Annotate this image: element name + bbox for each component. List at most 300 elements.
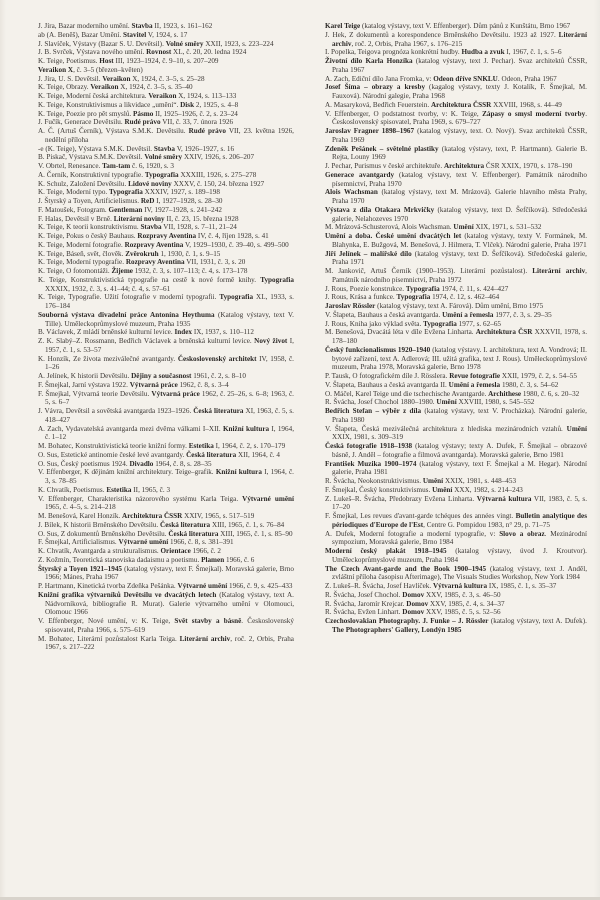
entry-text: . Československý spisovatel, Praha 1969, s. 679–727 <box>332 109 587 127</box>
entry-title: Lidové noviny <box>128 179 172 188</box>
bibliography-entry <box>325 293 587 302</box>
entry-title: Divadlo <box>129 459 154 468</box>
entry-text: II, 1965, č. 3 <box>131 485 171 494</box>
entry-title: Výtvarná kultura <box>433 582 488 590</box>
bibliography-entry <box>38 180 294 189</box>
bibliography-entry <box>38 145 294 154</box>
bibliography-entry <box>38 110 294 119</box>
entry-text: XXIX, 1981, s. 309–319 <box>332 433 404 442</box>
bibliography-entry <box>38 22 294 31</box>
entry-text: I, 1964, č. 2, s. 170–179 <box>213 442 286 450</box>
bibliography-entry <box>38 118 294 127</box>
bibliography-entry <box>38 311 294 329</box>
bibliography-entry <box>325 407 587 425</box>
entry-title: Disk <box>180 100 195 109</box>
entry-text: (katalog výstavy, úvod J. Kroutvor). Uměleckoprůmyslové muzeum, Praha 1984 <box>332 547 587 564</box>
entry-text: J. Jíra, U. S. Devětsil. <box>38 74 103 83</box>
entry-title: Veraikon <box>148 92 177 100</box>
bibliography-entry <box>38 538 294 547</box>
entry-title: Rovnost <box>146 48 172 57</box>
entry-text: (katalog výstavy, text, P. Hartmann). Galerie B. Rejta, Louny 1969 <box>332 144 587 162</box>
entry-title: Volné směry <box>165 39 204 48</box>
entry-text: M. Jankovič, Artuš Černík (1900–1953). Literární pozůstalost). <box>325 267 533 275</box>
entry-text: IV, č. 4, říjen 1928, s. 41 <box>196 232 269 240</box>
entry-text: XXXIV, 1927, s. 189–198 <box>142 188 220 197</box>
entry-title: Česká fotografie 1918–1938 <box>325 442 413 450</box>
entry-text: V, 1926–1927, s. 16 <box>175 144 235 153</box>
entry-title: Rozpravy Aventina <box>124 240 184 249</box>
bibliography-entry <box>325 162 587 171</box>
entry-text: K. Teige, Moderní typo. <box>38 188 110 197</box>
bibliography-entry <box>325 398 587 407</box>
entry-text: M. Mrázová-Schusterová, Alois Wachsman. <box>325 223 454 232</box>
entry-text: J. Rous, Poezie konstrukce. <box>325 284 406 293</box>
bibliography-entry <box>38 451 294 460</box>
bibliography-entry <box>325 372 587 381</box>
entry-text: XXV, 1985, č. 4, s. 34–37 <box>428 599 505 608</box>
entry-title: Umění <box>453 223 474 232</box>
entry-title: Slovo a obraz <box>499 529 545 538</box>
bibliography-entry <box>325 22 587 31</box>
entry-text: XXXVII, 1978, s. 178–180 <box>332 328 587 345</box>
entry-text: (katalog výstavy, text D. Šefčíková). Středočeská galerie, Praha 1971 <box>332 249 587 267</box>
entry-text: 1966, č. 6 <box>224 555 255 564</box>
entry-text: J. B. Svrček, Výstava nového umění. <box>38 48 147 57</box>
entry-title: Architektura ČSSR <box>122 512 183 520</box>
entry-text: VII, 1928, s. 7–11, 21–24 <box>161 223 237 232</box>
bibliography-entry <box>325 127 587 145</box>
bibliography-entry <box>38 328 294 337</box>
entry-title: Svět stavby a básně <box>174 617 242 625</box>
entry-text: 2, 1925, s. 4–8 <box>194 100 239 109</box>
entry-text: K. Teige, Typografie. Užití fotografie v moderní typografii. <box>38 293 220 302</box>
bibliography-entry <box>38 355 294 373</box>
entry-title: Československý architekt <box>177 354 257 363</box>
entry-title: Umění <box>566 424 587 433</box>
bibliography-entry <box>38 127 294 145</box>
entry-text: V, 1924, s. 17 <box>146 30 188 39</box>
entry-text: XL, č. 20, 20. ledna 1924 <box>171 48 247 57</box>
bibliography-entry <box>38 495 294 513</box>
entry-text: J. Pechar, Purismus v české architektuře. <box>325 162 444 170</box>
entry-text: A. Zach, Vydavatelská avantgarda mezi dvěma válkami I–XII. <box>38 424 223 433</box>
entry-title: Alois Wachsman <box>325 188 378 197</box>
bibliography-entry <box>38 407 294 425</box>
entry-text: X, 1924, s. 113–133 <box>176 92 237 100</box>
entry-text: V. Šlapeta, Bauhaus a česká avantgarda. <box>325 310 443 319</box>
entry-text: IX, 1937, s. 110–112 <box>192 328 254 337</box>
entry-text: F. Šmejkal, Výtvarná teorie Devětsilu. <box>38 389 152 398</box>
entry-text: III, 1923–1924, č. 9–10, s. 207–209 <box>113 57 219 65</box>
entry-title: Typografia <box>144 170 179 179</box>
entry-text: P. Tausk, O fotografickém díle J. Rösslera. <box>325 372 450 380</box>
bibliography-entry <box>325 250 587 268</box>
entry-title: Knižní kultura <box>222 424 270 433</box>
entry-text: F. Šmejkal, Les revues d'avant-garde tchéques des années vingt. <box>325 512 516 520</box>
entry-text: I, 1967, č. 1, s. 5–6 <box>504 48 562 57</box>
bibliography-entry <box>38 66 294 75</box>
bibliography-entry <box>38 223 294 232</box>
entry-title: Výtvarné umění <box>118 538 169 547</box>
bibliography-entry <box>38 381 294 390</box>
entry-title: Architektura <box>443 162 485 170</box>
entry-title: Umění a řemesla <box>448 380 501 389</box>
entry-text: A. Dufek, Moderní fotografie a moderní typografie, v: <box>325 529 500 538</box>
entry-text: VII, č. 33, 7. února 1926 <box>160 118 234 127</box>
entry-title: Veraikon <box>90 83 119 92</box>
entry-text: K. Teige, K teorii konstruktivismu. <box>38 223 141 232</box>
entry-text: B. Václavek, Z mládí brněnské kulturní levice. <box>38 328 175 337</box>
entry-text: K. Teige, Konstruktivismus a likvidace „umění“. <box>38 100 181 109</box>
entry-text: O. Sus, Z dokumentů Brněnského Devětsilu. <box>38 529 169 538</box>
entry-title: Literární archiv <box>332 30 587 48</box>
entry-title: Souborná výstava divadelní práce Antonína Heythuma <box>38 310 215 319</box>
entry-title: Domov <box>402 608 425 617</box>
entry-text: (kagalog výstavy, texty J. Kotalík, F. Šmejkal, M. Fauxová). Národní galegie, Praha 1968 <box>332 83 587 100</box>
entry-text: K. Teige, O fotomontáži. <box>38 267 112 275</box>
entry-text: V. Obrtel, Renesance. <box>38 162 103 170</box>
bibliography-entry <box>325 57 587 75</box>
entry-title: Umění <box>432 485 453 494</box>
bibliography-entry <box>325 617 587 635</box>
entry-text: (katalog výstavy, text. O. Nový). Svaz architektů ČSSR, Praha 1969 <box>332 127 587 144</box>
entry-text: O. Sus, Estetické antinomie české levé avantgardy. <box>38 450 187 459</box>
entry-title: Plamen <box>201 555 225 564</box>
entry-title: Architektura ČSR <box>475 328 533 337</box>
entry-text: XI, 1963, č. 5, s. 418–427 <box>45 407 294 424</box>
bibliography-entry <box>38 215 294 224</box>
entry-text: A. Č. (Artuš Černík), Výstava S.M.K. Devětsilu. <box>38 127 189 135</box>
entry-title: Pásmo <box>133 109 154 118</box>
bibliography-entry <box>38 48 294 57</box>
entry-text: 1964, č. 8, s. 28–35 <box>153 459 212 468</box>
bibliography-entry <box>38 635 294 653</box>
entry-text: XL, 1933, s. 176–184 <box>45 293 294 310</box>
entry-text: J. Jíra, Bazar moderního umění. <box>38 22 132 30</box>
entry-text: XXIV, 1965, s. 517–519 <box>182 512 255 520</box>
bibliography-entry <box>38 293 294 311</box>
bibliography-right-column <box>325 22 587 635</box>
entry-text: (katalog výstavy, text V. Effenberger). Dům pánů z Kunštátu, Brno 1967 <box>360 22 571 30</box>
bibliography-entry <box>325 346 587 372</box>
bibliography-entry <box>325 232 587 250</box>
entry-text: XXXV, č. 150, 24. března 1927 <box>171 179 265 188</box>
entry-text: K. Honzík, Ze života meziválečné avantgardy. <box>38 354 178 363</box>
entry-text: 1977, s. 62–65 <box>456 319 501 328</box>
entry-title: Umění <box>436 398 457 407</box>
entry-text: (Katalog výstavy, text V. Tille). Uměleckoprůmyslové muzeum, Praha 1935 <box>45 310 294 328</box>
bibliography-entry <box>38 171 294 180</box>
entry-title: Karel Teige <box>325 22 361 30</box>
bibliography-entry <box>38 241 294 250</box>
entry-title: Český funkcionalismus 1920–1940 <box>325 345 431 354</box>
entry-text: . Československý spisovatel, Praha 1966, s. 575–619 <box>45 617 294 634</box>
bibliography-entry <box>325 381 587 390</box>
bibliography-entry <box>325 285 587 294</box>
entry-title: Generace avantgardy <box>325 170 395 179</box>
entry-text: I, 1927–1928, s. 28–30 <box>154 197 223 205</box>
entry-text: R. Švácha, Neokonstruktivismus. <box>325 477 423 485</box>
bibliography-entry <box>38 565 294 583</box>
entry-title: Domov <box>406 599 429 608</box>
entry-title: Výstava z díla Otakara Mrkvičky <box>325 205 435 214</box>
entry-text: XXII, 1923, s. 223–224 <box>203 39 274 48</box>
entry-text: . Mezinárodní sympozium, Moravská galerie, Brno 1984 <box>332 529 587 547</box>
entry-text: K. Teige, Obrazy. <box>38 83 91 92</box>
entry-title: Veraikon X <box>38 65 74 74</box>
entry-text: XIII, 1965, č. 1, s. 76–84 <box>210 520 285 529</box>
entry-text: (katalog výstavy, text F. Šmejkal a M. Hegar). Národní galerie, Praha 1981 <box>332 459 587 477</box>
entry-text: II, 1925–1926, č. 2, s. 23–24 <box>153 109 238 118</box>
bibliography-entry <box>325 320 587 329</box>
entry-text: XXV, 1985, č. 5, s. 52–56 <box>424 608 501 617</box>
entry-title: Revue fotografie <box>449 372 501 380</box>
entry-text: V. Šlapeta, Bauhaus a česká avantgarda II. <box>325 380 449 389</box>
entry-text: XXIV, 1926, s. 206–207 <box>182 153 255 162</box>
entry-title: Umění a řemesla <box>442 310 494 319</box>
entry-title: Knižní grafika výtvarníků Devětsilu ve dvacátých letech <box>38 590 217 599</box>
entry-text: ČSR XXIX, 1970, s. 178–190 <box>484 162 573 170</box>
entry-text: 1965, č. 4–5, s. 214–218 <box>45 503 116 512</box>
entry-text: (katalog výstavy, text F. Šmejkal). Moravská galerie, Brno 1966; Mánes, Praha 1967 <box>45 564 294 582</box>
entry-text: 1932, č. 3, s. 107–113; č. 4, s. 173–178 <box>133 267 248 275</box>
bibliography-entry <box>38 31 294 40</box>
entry-text: XXII, 1979, č. 2, s. 54–55 <box>500 372 577 380</box>
entry-text: Z. Lukeš–R. Švácha, Předobrazy Evžena Linharta. <box>325 494 477 503</box>
entry-text: XXV, 1985, č. 3, s. 46–50 <box>424 590 501 599</box>
entry-title: Rudé právo <box>188 127 226 135</box>
bibliography-entry <box>38 232 294 241</box>
entry-title: Jiří Jelínek – malířské dílo <box>325 249 412 258</box>
bibliography-entry <box>38 468 294 486</box>
entry-text: (katalog výstavy, text A. Fárová). Dům umění, Brno 1975 <box>375 302 544 310</box>
entry-text: 1980, č. 3, s. 54–62 <box>500 380 559 389</box>
entry-text: R. Švácha, Jaromír Krejcar. <box>325 599 407 608</box>
entry-text: A. Jelínek, K historii Devětsilu. <box>38 372 132 380</box>
entry-text: V. Effenberger, O podstatnost tvorby, v: K. Teige, <box>325 109 483 118</box>
entry-text: XXXIX, 1932, č. 3, s. 41–44; č. 4, s. 57–61 <box>45 284 171 293</box>
entry-text: (katalog výstavy, text J. Anděl, zvláštní příloha časopisu Afterimage), The Visuals Studies Workshop, New York 1984 <box>332 564 587 582</box>
bibliography-entry <box>38 582 294 591</box>
entry-text: Z. Kožmín, Teoretická stanoviska dadaismu a poetismu. <box>38 555 202 564</box>
bibliography-entry <box>38 521 294 530</box>
entry-title: Gentleman <box>108 205 143 214</box>
entry-title: Stavba <box>140 223 162 232</box>
entry-title: Index <box>174 328 193 337</box>
bibliography-entry <box>38 442 294 451</box>
entry-text: 1962, č. 25–26, s. 6–8; 1963, č. 5, s. 6–7 <box>45 389 294 407</box>
entry-text: VII, 1983, č. 5, s. 17–20 <box>332 494 587 512</box>
entry-text: A. Masaryková, Bedřich Feuerstein. <box>325 100 431 109</box>
entry-title: Estetika <box>106 485 132 494</box>
bibliography-entry <box>325 530 587 548</box>
bibliography-entry <box>325 486 587 495</box>
entry-title: Tam-tam <box>102 162 131 170</box>
entry-text: M. Benešová, Karel Honzík. <box>38 512 123 520</box>
entry-text: 1961, č. 2, s. 8–10 <box>191 372 246 380</box>
bibliography-entry <box>38 425 294 443</box>
entry-text: XXVIII, 1980, s. 545–552 <box>456 398 535 407</box>
entry-text: R. Švácha, Josef Chochol. <box>325 590 403 599</box>
entry-title: Moderní český plakát 1918–1945 <box>325 547 447 555</box>
entry-title: Domov <box>402 590 425 599</box>
entry-title: Umění <box>422 477 444 485</box>
bibliography-entry <box>325 512 587 530</box>
entry-text: J. Fučík, Generace Devětsilu. <box>38 118 125 127</box>
entry-title: Česká literatura <box>186 450 237 459</box>
entry-text: , roč. 2, Orbis, Praha 1967, s. 176–215 <box>351 39 463 48</box>
bibliography-entry <box>38 337 294 355</box>
entry-text: A. Černík, Konstruktivní typografie. <box>38 170 145 179</box>
bibliography-entry <box>325 302 587 311</box>
entry-title: Jaroslav Fragner 1898–1967 <box>325 127 415 135</box>
bibliography-entry <box>38 250 294 259</box>
entry-text: K. Teige, Báseň, svět, člověk. <box>38 249 126 258</box>
entry-title: Výtvarné umění <box>242 494 295 503</box>
entry-title: Výtvarná práce <box>129 380 178 389</box>
entry-text: XXX, 1982, s. 214–243 <box>452 485 523 494</box>
bibliography-entry <box>38 547 294 556</box>
entry-text: F. Šmejkal, Jarní výstava 1922. <box>38 380 130 389</box>
entry-text: P. Hartmann, Kinetická tvorba Zdeňka Pešánka. <box>38 582 178 590</box>
entry-text: B. Piskač, Výstava S.M.K. Devětsil. <box>38 153 145 162</box>
entry-text: 1, 1930, č. 1, s. 9–15 <box>158 249 221 258</box>
entry-text: I, 1964, č. 1–12 <box>45 424 295 442</box>
entry-title: Rozpravy Aventina <box>125 258 185 267</box>
bibliography-entry <box>38 101 294 110</box>
entry-text: K. Teige, Moderní fotografie. <box>38 240 125 249</box>
entry-text: X, 1924, č. 3–5, s. 25–28 <box>130 74 205 83</box>
bibliography-entry <box>325 145 587 163</box>
entry-text: II, č. 23, 15. března 1928 <box>164 214 239 223</box>
entry-text: J. Rous, Krása a funkce. <box>325 293 397 302</box>
bibliography-entry <box>325 267 587 285</box>
entry-text: 1974, č. 12, s. 462–464 <box>430 293 500 302</box>
entry-text: V. Effenberger, Charakteristika názorového systému Karla Teiga. <box>38 494 243 503</box>
entry-title: Literární noviny <box>113 214 165 223</box>
bibliography-entry <box>38 530 294 539</box>
bibliography-entry <box>325 565 587 583</box>
bibliography-entry <box>38 591 294 617</box>
bibliography-entry <box>38 460 294 469</box>
entry-text: 1980, č. 6, s. 20–32 <box>521 389 580 398</box>
entry-title: Štyrský a Toyen 1921–1945 <box>38 564 123 573</box>
bibliography-entry <box>38 258 294 267</box>
entry-text: K. Teige, Moderní česká architektura. <box>38 92 149 100</box>
entry-text: K. Teige, Moderní typografie. <box>38 258 126 267</box>
entry-title: Zdeněk Pešánek – světelné plastiky <box>325 144 439 153</box>
entry-text: IX, 1985, č. 1, s. 35–37 <box>487 582 557 590</box>
entry-text: Z. K. Slabý–Z. Rossmann, Bedřich Václavek a brněnská kulturní levice. <box>38 337 255 345</box>
entry-text: , Památník národního písemnictví, Praha 1972 <box>332 267 587 284</box>
entry-text: 1966, č. 2 <box>190 547 221 555</box>
bibliography-entry <box>38 83 294 92</box>
entry-text: K. Teige, Poetismus. <box>38 57 100 65</box>
entry-text: (katalog výstavy. I. architektura, text A. Vondrová; II. bytové zařízení, text A. Adlerová; III. užitá grafika, text J. Rous). Uměleckoprůmyslové muzeum, Praha 1978, Moravská galerie, Brno 1978 <box>332 345 587 372</box>
entry-text: VII, 23. května 1926, nedělní příloha <box>45 127 294 144</box>
entry-text: K. Teige, Konstruktivistická typografie na cestě k nové formě knihy. <box>38 275 261 284</box>
entry-text: J. Rous, Kniha jako výklad světa. <box>325 319 424 328</box>
entry-text: IV, 1958, č. 1–26 <box>45 354 294 372</box>
entry-title: Česká literatura <box>193 407 244 415</box>
entry-title: Hudba a zvuk <box>461 48 505 57</box>
bibliography-entry <box>325 206 587 224</box>
bibliography-entry <box>325 460 587 478</box>
bibliography-entry <box>38 75 294 84</box>
bibliography-entry <box>325 223 587 232</box>
entry-text: F. Matoušek, Fotogram. <box>38 205 109 214</box>
entry-title: Archithese <box>488 389 522 398</box>
entry-text: J. Bílek, K historii Brněnského Devětsilu. <box>38 520 161 529</box>
bibliography-entry <box>325 547 587 565</box>
entry-title: Jaroslav Rössler <box>325 302 376 310</box>
bibliography-entry <box>325 600 587 609</box>
bibliography-entry <box>325 110 587 128</box>
entry-title: Typografia <box>396 293 431 302</box>
bibliography-entry <box>325 83 587 101</box>
entry-text: č. 6, 1920, s. 3 <box>130 162 174 170</box>
bibliography-entry <box>38 512 294 521</box>
bibliography-entry <box>325 390 587 399</box>
entry-text: F. Halas, Devětsil v Brně. <box>38 214 114 223</box>
bibliography-entry <box>325 31 587 49</box>
entry-title: Zvěrokruh <box>125 249 159 258</box>
entry-text: -e (K. Teige), Výstava S.M.K. Devětsil. <box>38 144 154 153</box>
bibliography-entry <box>38 372 294 381</box>
bibliography-entry <box>38 486 294 495</box>
entry-title: Výtvarné umění <box>177 582 228 590</box>
entry-title: Stavba <box>131 22 153 30</box>
entry-text: X, 1924, č. 3–5, s. 35–40 <box>118 83 193 92</box>
entry-text: (katalog výstavy, text J. Pechar). Svaz architektů ČSSR, Praha 1967 <box>332 57 587 74</box>
entry-title: Stavba <box>153 144 176 153</box>
entry-text: VII, 1931, č. 3, s. 20 <box>184 258 246 267</box>
entry-title: Umění a doba. České umění dvacátých let <box>325 232 462 240</box>
entry-text: ab (A. Beněš), Bazar Umění. <box>38 30 124 39</box>
bibliography-entry <box>325 495 587 513</box>
entry-text: V, 1929–1930, č. 39–40, s. 499–500 <box>183 240 289 249</box>
bibliography-entry <box>325 188 587 206</box>
entry-text: XIII, 1965, č. 1, s. 85–90 <box>218 529 293 538</box>
entry-title: Literární archiv <box>179 634 231 643</box>
entry-text: I, 1964, č. 3, s. 78–85 <box>45 468 294 485</box>
bibliography-entry <box>325 608 587 617</box>
bibliography-entry <box>325 311 587 320</box>
entry-text: V. Šlapeta, Česká meziválečná architektura z hlediska mezinárodních vztahů. <box>325 424 567 433</box>
entry-text: (katalog výstavy, text A. Dufek). <box>488 617 587 625</box>
bibliography-entry <box>38 206 294 215</box>
entry-text: K. Schulz, Založení Devětsilu. <box>38 179 129 188</box>
entry-title: Czechoslovakian Photography. J. Funke – J. Rössler <box>325 617 489 625</box>
entry-text: XXIX, 1981, s. 448–453 <box>443 477 517 485</box>
entry-title: Výtvarná kultura <box>476 494 532 503</box>
entry-text: XII, 1964, č. 4 <box>236 450 280 459</box>
entry-title: Bulletin analytique des périodiques d'Europe de l'Est <box>332 512 587 529</box>
entry-title: Host <box>99 57 114 65</box>
entry-text: . Odeon, Praha 1967 <box>497 74 557 83</box>
entry-text: M. Benešová, Dvacátá léta v díle Evžena Linharta. <box>325 328 476 337</box>
bibliography-entry <box>38 57 294 66</box>
entry-text: O. Máčel, Karel Teige und die tschechische Avantgarde. <box>325 389 489 398</box>
bibliography-entry <box>325 48 587 57</box>
bibliography-entry <box>325 425 587 443</box>
bibliography-entry <box>325 582 587 591</box>
entry-text: (katalog výstavy, text V. Effenberger). Památník národního písemnictví, Praha 1970 <box>332 170 587 188</box>
entry-text: M. Bohatec, Literární pozůstalost Karla Teiga. <box>38 634 180 643</box>
entry-text: A. Zach, Ediční dílo Jana Fromka, v: <box>325 74 434 83</box>
entry-text: (katalog výstavy, text M. Mrázová). Galerie hlavního města Prahy, Praha 1970 <box>332 188 587 205</box>
entry-text: , roč. 2, Orbis, Praha 1967, s. 217–222 <box>45 634 294 652</box>
